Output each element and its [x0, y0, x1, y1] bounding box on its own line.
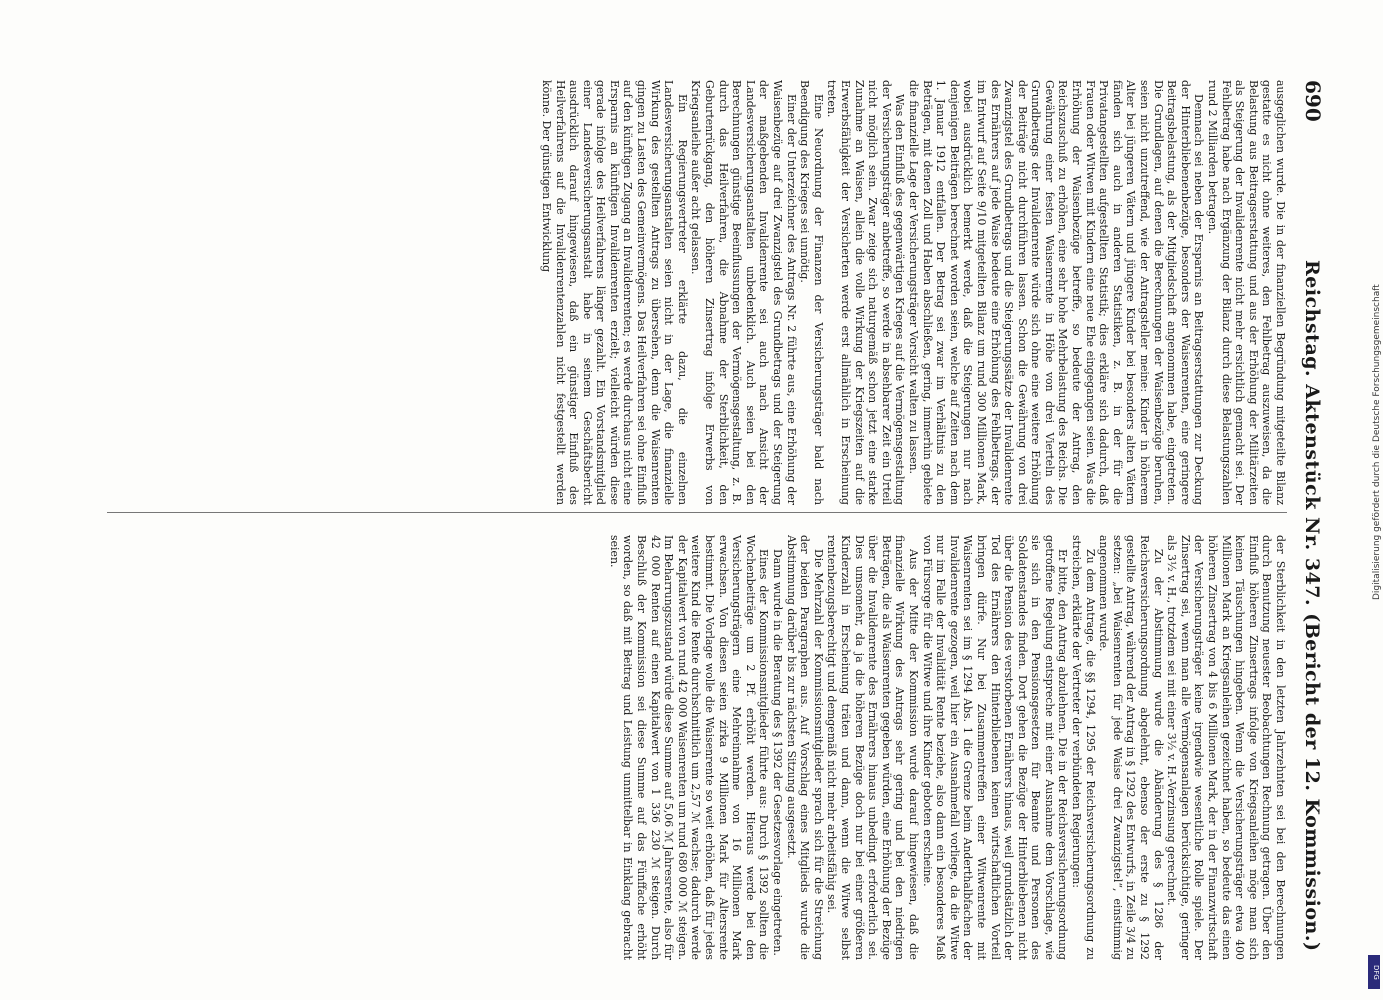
column-divider [107, 512, 1287, 513]
paragraph: der Sterblichkeit in den letzten Jahrzehnten sei bei den Berechnungen durch Benutzung neuester Beobachtungen Rechnung getragen. Über den Einfluß höheren Zinsertrags infolge von Kriegsanleihen möge man sich keinen Täuschungen hingeben. Wenn die Versicherungsträger etwa 400 Millionen Mark an Kriegsanleihen gezeichnet haben, so bedeute das einen höheren Zinsertrag von 4 bis 6 Millionen Mark, der in der Finanzwirtschaft der Versicherungsträger keine irgendwie wesentliche Rolle spiele. Der Zinsertrag sei, wenn man alle Vermögensanlagen berücksichtige, geringer als 3½ v. H., trotzdem sei mit einer 3½ v. H.-Verzinsung gerechnet. [1165, 535, 1287, 960]
paragraph: Was den Einfluß des gegenwärtigen Krieges auf die Vermögensgestaltung der Versicherungsträger anbetreffe, so werde in absehbarer Zeit ein Urteil nicht möglich sein. Zwar zeige sich naturgemäß schon jetzt eine starke Zunahme an Waisen, allein die volle Wirkung der Kriegszeiten auf die Erwerbsfähigkeit der Versicherten werde erst allmählich in Erscheinung treten. [825, 80, 907, 505]
paragraph: Einer der Unterzeichner des Antrags Nr. 2 führte aus, eine Erhöhung der Waisenbezüge auf drei Zwanzigstel des Grundbetrags und der Steigerung der maßgebenden Invalidenrente sei auch nach Ansicht der Landesversicherungsanstalten unbedenklich. Auch seien bei den Berechnungen günstige Beeinflussungen der Vermögensgestaltung, z. B. durch das Heilverfahren, die Abnahme der Sterblichkeit, den Geburtenrückgang, den höheren Zinsertrag infolge Erwerbs von Kriegsanleihe außer acht gelassen. [689, 80, 798, 505]
paragraph: Aus der Mitte der Kommission wurde darauf hingewiesen, daß die finanzielle Wirkung des Antrags sehr gering und bei den niedrigen Beträgen, die als Waisenrenten gegeben würden, eine Erhöhung der Bezüge über die Invalidenrente des Ernährers hinaus unbedingt erforderlich sei. Dies umsomehr, da ja die höheren Bezüge doch nur bei einer größeren Kinderzahl in Erscheinung träten und dann, wenn die Witwe selbst rentenbezugsberechtigt und demgemäß nicht mehr arbeitsfähig sei. [825, 535, 920, 960]
page-header [1299, 80, 1325, 960]
paragraph: Er bitte, den Antrag abzulehnen. Die in der Reichsversicherungsordnung getroffene Regelung entspreche mit einer Ausnahme dem Vorschlage, wie sie sich in den Pensionsgesetzen für Beamte und Personen des Soldatenstandes finden. Dort gehen die Bezüge der Hinterbliebenen nicht über die Pension des verstorbenen Ernährers hinaus, weil grundsätzlich der Tod des Ernährers den Hinterbliebenen keinen wirtschaftlichen Vorteil bringen dürfe. Nur bei Zusammentreffen einer Witwenrente mit Waisenrenten sei im § 1294 Abs. 1 die Grenze beim Anderthalbfachen der Invalidenrente gezogen, weil hier ein Ausnahmefall vorliege, da die Witwe nur im Falle der Invalidität Rente beziehe, also dann ein besonderes Maß von Fürsorge für die Witwe und ihre Kinder geboten erscheine. [920, 535, 1070, 960]
paragraph: Zu der Abstimmung wurde die Abänderung des § 1286 der Reichsversicherungsordnung abgelehnt, ebenso der erste zu § 1292 gestellte Antrag, während der Antrag in § 1292 des Entwurfs, in Zeile 3/4 zu setzen: „bei Waisenrenten für jede Waise drei Zwanzigstel“, einstimmig angenommen wurde. [1097, 535, 1165, 960]
right-column [607, 535, 1287, 960]
running-title: Reichstag. Aktenstück Nr. 347. (Bericht der 12. Kommission.) [1301, 260, 1323, 952]
page-number: 690 [1301, 80, 1325, 122]
paragraph: Zu dem Antrage, die §§ 1294, 1295 der Reichsversicherungsordnung zu streichen, erklärte der Vertreter der verbündeten Regierungen: [1070, 535, 1097, 960]
dfg-logo: DFG [1368, 955, 1380, 989]
digitization-note: Digitalisierung gefördert durch die Deutsche Forschungsgemeinschaft [1372, 284, 1382, 600]
paragraph: Die Mehrzahl der Kommissionsmitglieder sprach sich für die Streichung der beiden Paragraphen aus. Auf Vorschlag eines Mitglieds wurde die Abstimmung darüber bis zur nächsten Sitzung ausgesetzt. [784, 535, 825, 960]
paragraph: Demnach sei neben der Ersparnis an Beitragserstattungen zur Deckung der Hinterbliebenenbezüge, besonders der Waisenrenten, eine geringere Beitragsbelastung, als der Mitgliedschaft angenommen habe, eingetreten. Die Grundlagen, auf denen die Berechnungen der Waisenbezüge beruhen, seien nicht unzutreffend, wie der Antragsteller meine: Kinder in höherem Alter bei jüngeren Vätern und jüngere Kinder bei besonders alten Vätern fänden sich auch in anderen Statistiken, z. B. in der für die Privatangestellten aufgestellten Statistik; dies erkläre sich dadurch, daß Frauen oder Witwen mit Kindern eine neue Ehe eingegangen seien. Was die Erhöhung der Waisenbezüge betreffe, so bedeute der Antrag, den Reichszuschuß zu erhöhen, eine sehr hohe Mehrbelastung des Reichs. Die Gewährung einer festen Waisenrente in Höhe von drei Vierteln des Grundbetrags der Invalidenrente würde sich ohne eine weitere Erhöhung der Beiträge nicht durchführen lassen. Schon die Gewährung von drei Zwanzigstel des Grundbetrags und die Steigerungssätze der Invalidenrente des Ernährers auf jede Waise bedeute eine Erhöhung des Fehlbetrags, der im Entwurf auf Seite 9/10 mitgeteilten Bilanz um rund 300 Millionen Mark, wobei ausdrücklich bemerkt werde, daß die Steigerungen nur nach denjenigen Beiträgen berechnet worden seien, welche auf Zeiten nach dem 1. Januar 1912 entfallen. Der Betrag sei zwar im Verhältnis zu den Beträgen, mit denen Zoll und Haben abschließen, gering, immerhin gebiete die finanzielle Lage der Versicherungsträger Vorsicht walten zu lassen. [906, 80, 1206, 505]
paragraph: Dann wurde in die Beratung des § 1392 der Gesetzesvorlage eingetreten. [771, 549, 785, 956]
paragraph: Ein Regierungsvertreter erklärte dazu, die einzelnen Landesversicherungsanstalten seien nicht in der Lage, die finanzielle Wirkung des gestellten Antrags zu übersehen, denn die Waisenrenten gingen zu Lasten des Gemeinvermögens. Das Heilverfahren sei ohne Einfluß auf den künftigen Zugang an Invalidenrenten; es werde durchaus nicht eine Ersparnis an künftigen Invalidenrenten erzielt; vielleicht würden diese gerade infolge des Heilverfahrens länger gezahlt. Ein Vorstandsmitglied einer Landesversicherungsanstalt habe in seinem Geschäftsbericht ausdrücklich darauf hingewiesen, daß ein günstiger Einfluß des Heilverfahrens auf die Invalidenrentenzahlen nicht festgestellt werden könne. Der günstigen Entwicklung [539, 80, 689, 505]
paragraph: Eines der Kommissionsmitglieder führte aus: Durch § 1392 sollten die Wochenbeiträge um 2 Pf. erhöht werden. Hieraus werde bei den Versicherungsträgern eine Mehreinnahme von 16 Millionen Mark erwachsen. Von diesen seien zirka 9 Millionen Mark für Altersrente bestimmt. Die Vorlage wolle die Waisenrente so weit erhöhen, daß für jedes weitere Kind die Rente durchschnittlich um 2,57 ℳ wachse; dadurch werde der Kapitalwert von rund 42 000 Waisenrenten um rund 680 000 ℳ steigen. Im Beharrungszustand würde diese Summe auf 5,06 ℳ Jahresrente, also für 42 000 Renten auf einen Kapitalwert von 1 336 230 ℳ steigen. Durch Beschluß der Kommission sei diese Summe auf das Fünffache erhöht worden, so daß mit Beitrag und Leistung unmittelbar in Einklang gebracht seien. [607, 535, 771, 960]
paragraph: ausgeglichen wurde. Die in der finanziellen Begründung mitgeteilte Bilanz gestatte es nicht ohne weiteres, den Fehlbetrag auszuweisen, da die Belastung aus Beitragserstattung und aus der Erhöhung der Militärzeiten als Steigerung der Invalidenrente nicht mehr ersichtlich gemacht sei. Der Fehlbetrag habe nach Ergänzung der Bilanz durch diese Belastungszahlen rund 2 Milliarden betragen. [1206, 80, 1287, 505]
left-column [539, 80, 1287, 505]
paragraph: Eine Neuordnung der Finanzen der Versicherungsträger bald nach Beendigung des Krieges sei unnötig. [798, 80, 825, 505]
